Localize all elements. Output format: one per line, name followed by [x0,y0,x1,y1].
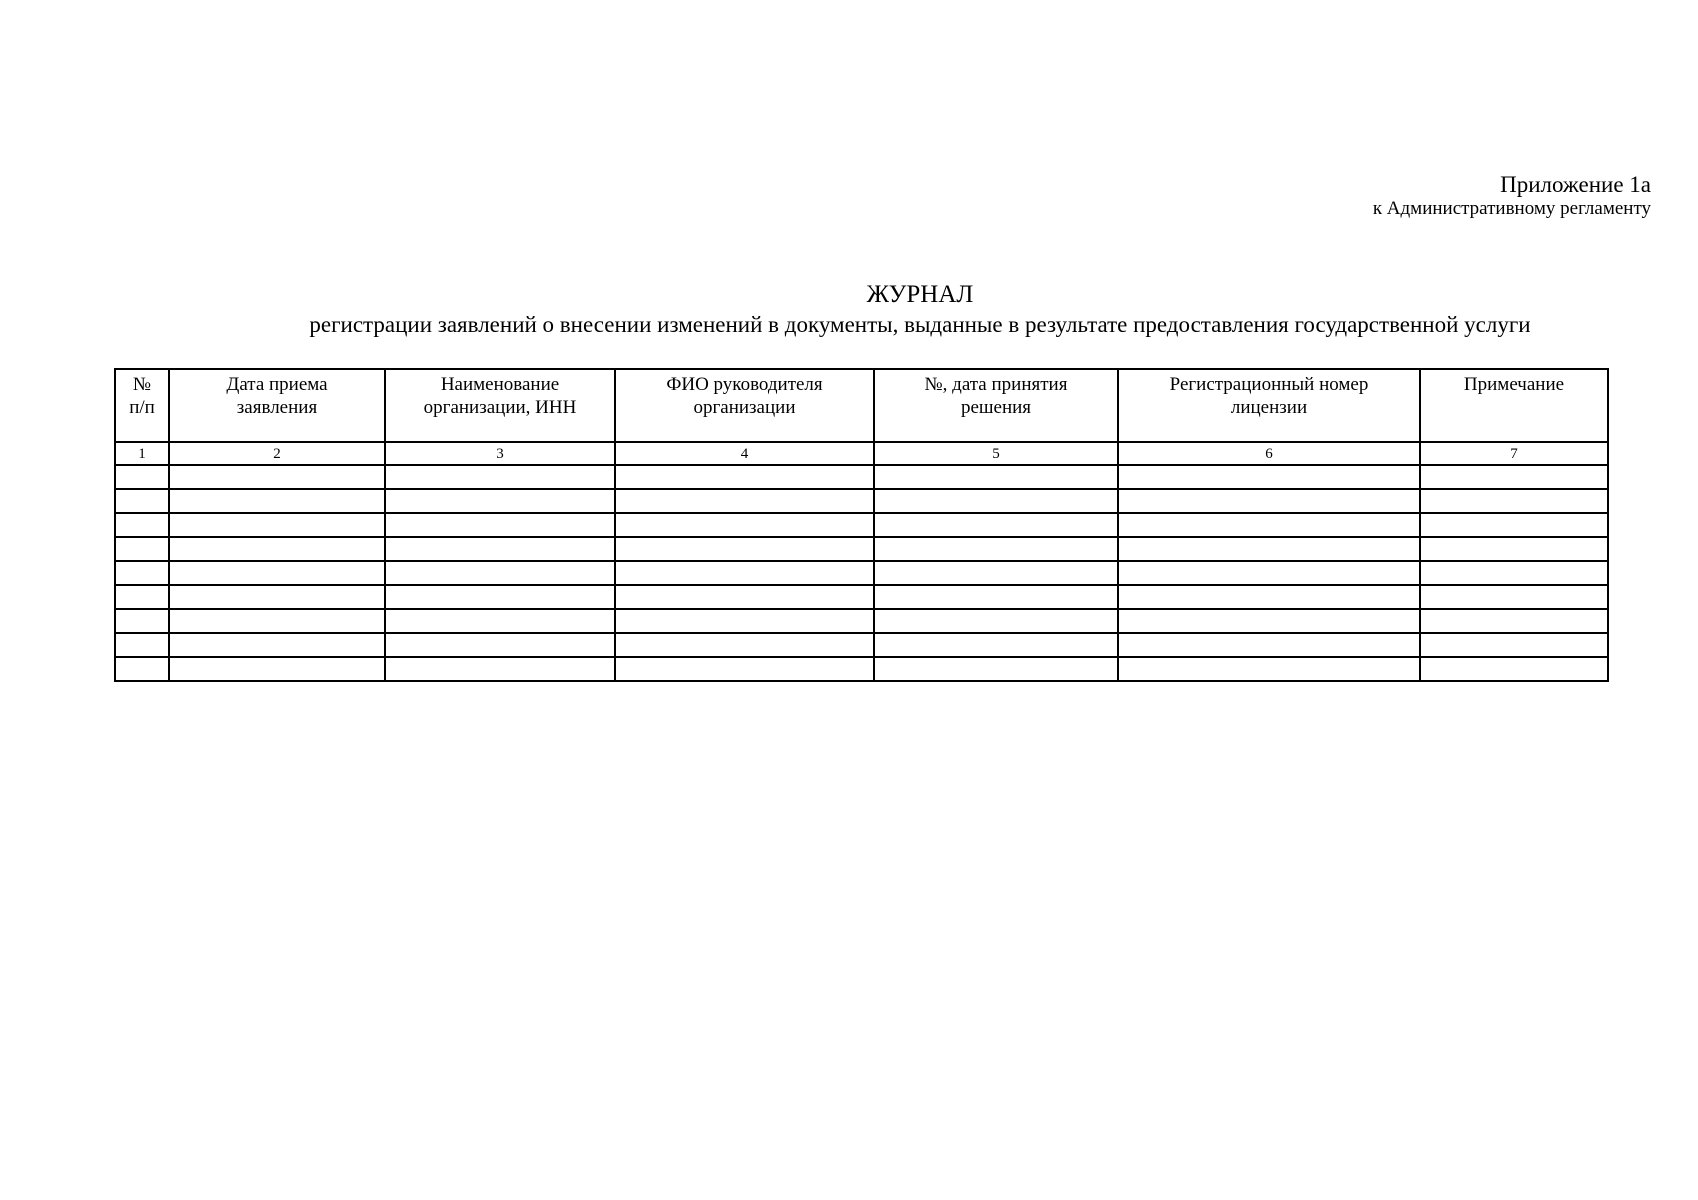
journal-table [114,368,1609,682]
header-cell-organization [385,369,615,442]
header-line: решения [960,397,1032,418]
table-cell [615,489,874,513]
table-cell [615,561,874,585]
table-cell [385,633,615,657]
table-cell [874,657,1118,681]
table-cell [385,513,615,537]
table-cell [1118,657,1420,681]
table-row [115,513,1608,537]
table-cell [385,609,615,633]
table-cell [385,657,615,681]
table-cell [169,465,385,489]
appendix-block [1373,172,1651,220]
table-cell [615,465,874,489]
table-row [115,537,1608,561]
journal-title: ЖУРНАЛ [866,281,974,308]
column-number: 4 [615,442,874,465]
table-cell [615,537,874,561]
column-number: 1 [115,442,169,465]
header-cell-decision [874,369,1118,442]
table-cell [874,465,1118,489]
table-cell [385,537,615,561]
column-number: 3 [385,442,615,465]
header-line: ФИО руководителя [666,374,823,395]
header-cell-note [1420,369,1608,442]
column-number: 6 [1118,442,1420,465]
table-cell [169,513,385,537]
table-cell [115,609,169,633]
header-cell-number [115,369,169,442]
table-cell [115,657,169,681]
header-line: Регистрационный номер [1169,374,1369,395]
table-cell [169,609,385,633]
table-cell [615,609,874,633]
header-line: Дата приема [226,374,328,395]
header-line: лицензии [1230,397,1308,418]
header-line: Примечание [1463,374,1565,395]
column-number: 7 [1420,442,1608,465]
table-cell [1118,513,1420,537]
appendix-subtitle: к Административному регламенту [1372,198,1651,219]
table-cell [615,513,874,537]
table-header-row [115,369,1608,442]
table-cell [169,489,385,513]
table-cell [1420,657,1608,681]
table-row [115,465,1608,489]
column-number: 2 [169,442,385,465]
table-cell [1420,585,1608,609]
table-cell [385,465,615,489]
table-cell [874,489,1118,513]
table-cell [874,513,1118,537]
header-line: п/п [129,397,155,418]
appendix-title: Приложение 1а [1500,172,1651,197]
table-row [115,561,1608,585]
table-cell [115,537,169,561]
table-cell [115,513,169,537]
table-cell [169,537,385,561]
table-cell [874,585,1118,609]
table-cell [1420,561,1608,585]
table-cell [1420,609,1608,633]
header-line: №, дата принятия [924,374,1068,395]
table-cell [385,585,615,609]
header-cell-date [169,369,385,442]
table-cell [1118,609,1420,633]
table-cell [169,657,385,681]
header-cell-director [615,369,874,442]
table-cell [1118,537,1420,561]
table-cell [385,561,615,585]
header-line: № [132,374,152,395]
column-number-row [115,442,1608,465]
table-cell [1118,585,1420,609]
table-cell [115,465,169,489]
column-number: 5 [874,442,1118,465]
table-cell [169,561,385,585]
table-cell [1420,633,1608,657]
table-cell [115,585,169,609]
table-cell [169,633,385,657]
table-cell [169,585,385,609]
table-row [115,489,1608,513]
table-cell [1118,489,1420,513]
table-cell [615,633,874,657]
table-cell [874,561,1118,585]
table-row [115,585,1608,609]
table-cell [1118,465,1420,489]
table-cell [385,489,615,513]
header-line: организации [693,397,796,418]
table-cell [1420,465,1608,489]
header-line: организации, ИНН [423,397,577,418]
table-cell [1118,561,1420,585]
table-cell [1118,633,1420,657]
table-cell [874,537,1118,561]
table-cell [1420,513,1608,537]
journal-subtitle: регистрации заявлений о внесении изменений в документы, выданные в результате предоставления государственной услуги [309,312,1531,337]
table-cell [615,657,874,681]
table-cell [115,489,169,513]
table-cell [115,561,169,585]
table-cell [874,633,1118,657]
table-row [115,633,1608,657]
header-line: заявления [236,397,318,418]
table-cell [615,585,874,609]
table-cell [874,609,1118,633]
table-cell [115,633,169,657]
table-cell [1420,537,1608,561]
table-row [115,609,1608,633]
header-cell-license [1118,369,1420,442]
table-cell [1420,489,1608,513]
header-line: Наименование [440,374,560,395]
table-row [115,657,1608,681]
